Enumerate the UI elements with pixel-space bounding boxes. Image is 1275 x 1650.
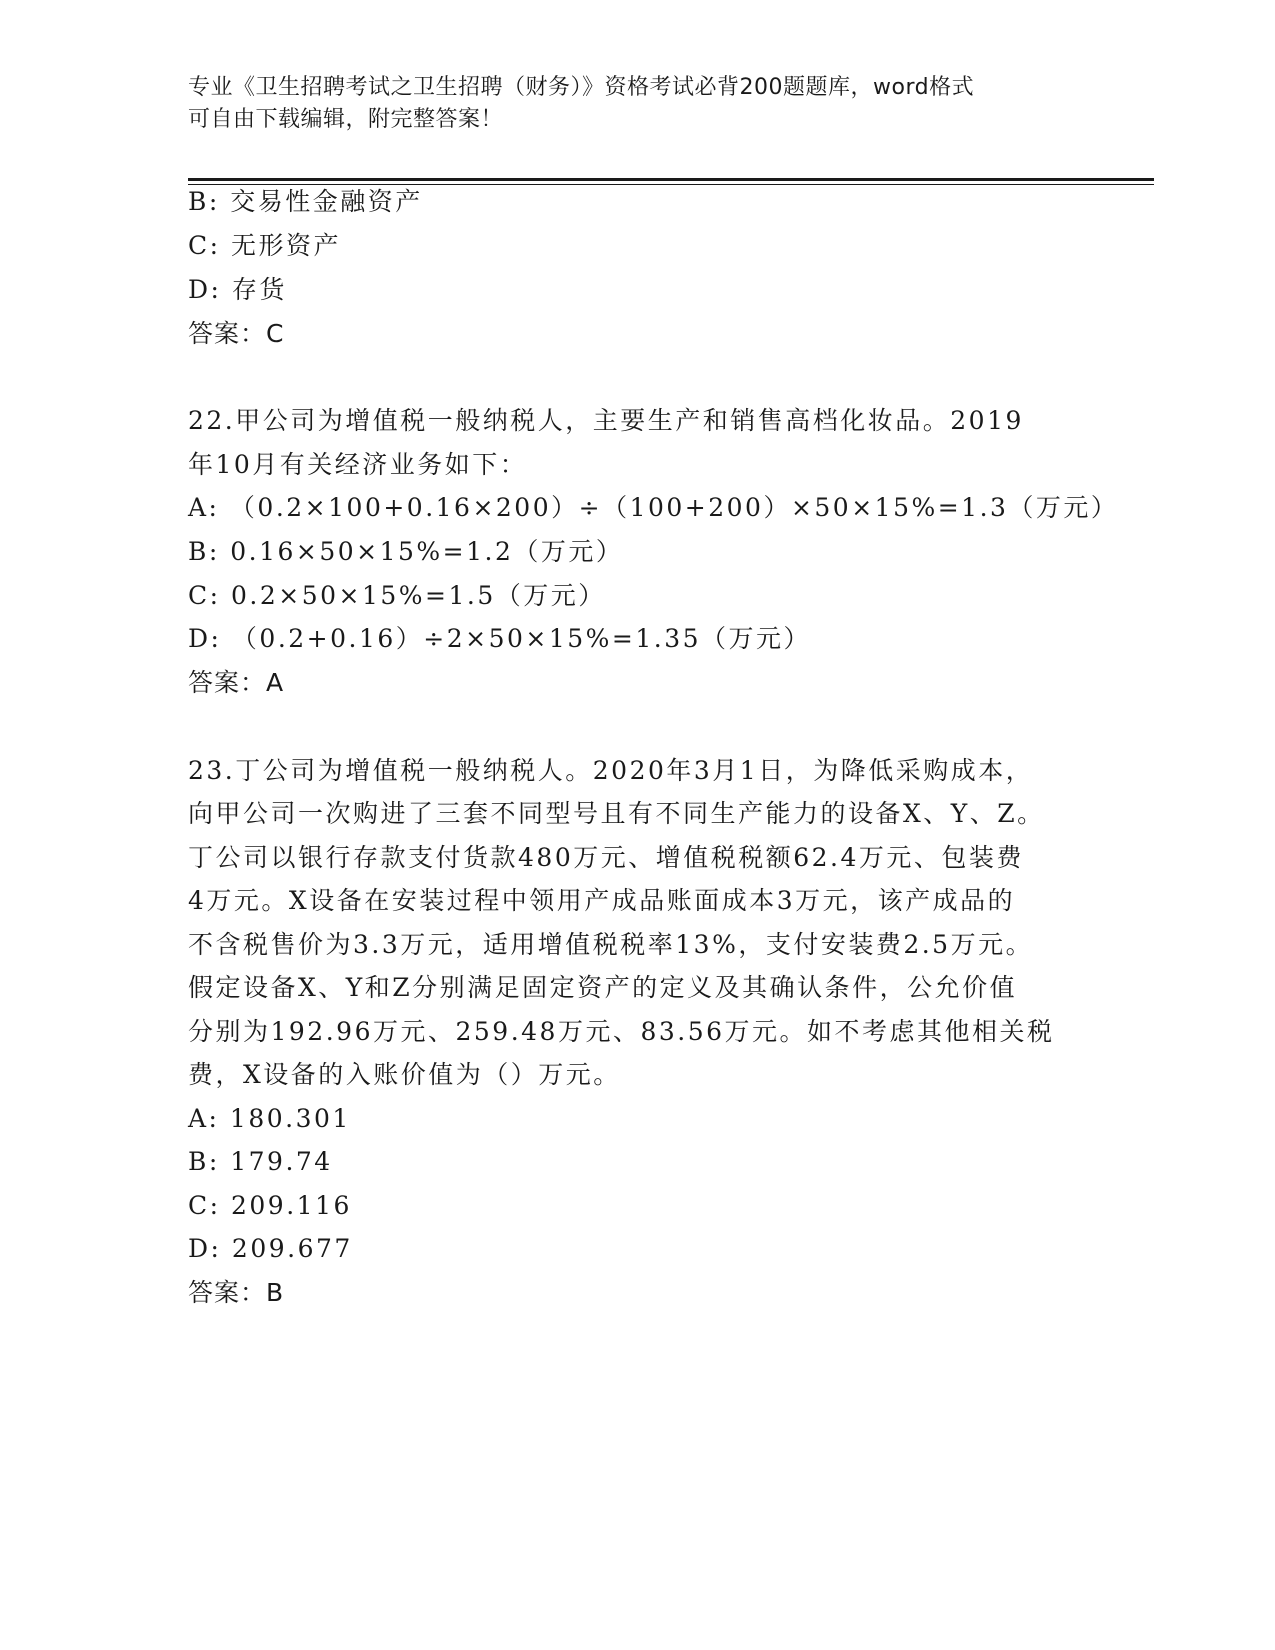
q22-option-c: C: 0.2×50×15%=1.5（万元）	[188, 581, 606, 610]
q21-option-c: C: 无形资产	[188, 231, 341, 260]
q23-option-c: C: 209.116	[188, 1191, 352, 1220]
q23-stem-line-3: 丁公司以银行存款支付货款480万元、增值税税额62.4万元、包装费	[188, 843, 1024, 872]
header-rule-thick	[188, 178, 1154, 181]
q21-option-b: B: 交易性金融资产	[188, 187, 423, 216]
q21-answer: 答案：C	[188, 319, 285, 348]
q23-option-b: B: 179.74	[188, 1147, 333, 1176]
q22-stem-line-2: 年10月有关经济业务如下：	[188, 450, 528, 479]
q21-option-d: D: 存货	[188, 275, 287, 304]
q23-stem-line-1: 23.丁公司为增值税一般纳税人。2020年3月1日，为降低采购成本，	[188, 756, 1034, 785]
q22-stem-line-1: 22.甲公司为增值税一般纳税人，主要生产和销售高档化妆品。2019	[188, 406, 1024, 435]
document-header	[188, 72, 1068, 136]
q23-option-d: D: 209.677	[188, 1234, 353, 1263]
q23-stem-line-4: 4万元。X设备在安装过程中领用产成品账面成本3万元，该产成品的	[188, 886, 1016, 915]
header-line-1: 专业《卫生招聘考试之卫生招聘（财务）》资格考试必背200题题库，word格式	[188, 75, 975, 100]
q23-stem-line-7: 分别为192.96万元、259.48万元、83.56万元。如不考虑其他相关税	[188, 1017, 1055, 1046]
q23-stem-line-8: 费，X设备的入账价值为（）万元。	[188, 1060, 621, 1089]
q22-option-b: B: 0.16×50×15%=1.2（万元）	[188, 537, 624, 566]
q23-stem-line-6: 假定设备X、Y和Z分别满足固定资产的定义及其确认条件，公允价值	[188, 973, 1018, 1002]
q22-option-a: A: （0.2×100+0.16×200）÷（100+200）×50×15%=1.3（万元）	[188, 493, 1119, 522]
q23-stem-line-2: 向甲公司一次购进了三套不同型号且有不同生产能力的设备X、Y、Z。	[188, 799, 1045, 828]
q23-answer: 答案：B	[188, 1278, 285, 1307]
q22-answer: 答案：A	[188, 668, 285, 697]
q23-option-a: A: 180.301	[188, 1104, 351, 1133]
q22-option-d: D: （0.2+0.16）÷2×50×15%=1.35（万元）	[188, 624, 812, 653]
q23-stem-line-5: 不含税售价为3.3万元，适用增值税税率13%，支付安装费2.5万元。	[188, 930, 1034, 959]
header-line-2: 可自由下载编辑，附完整答案！	[188, 107, 504, 132]
